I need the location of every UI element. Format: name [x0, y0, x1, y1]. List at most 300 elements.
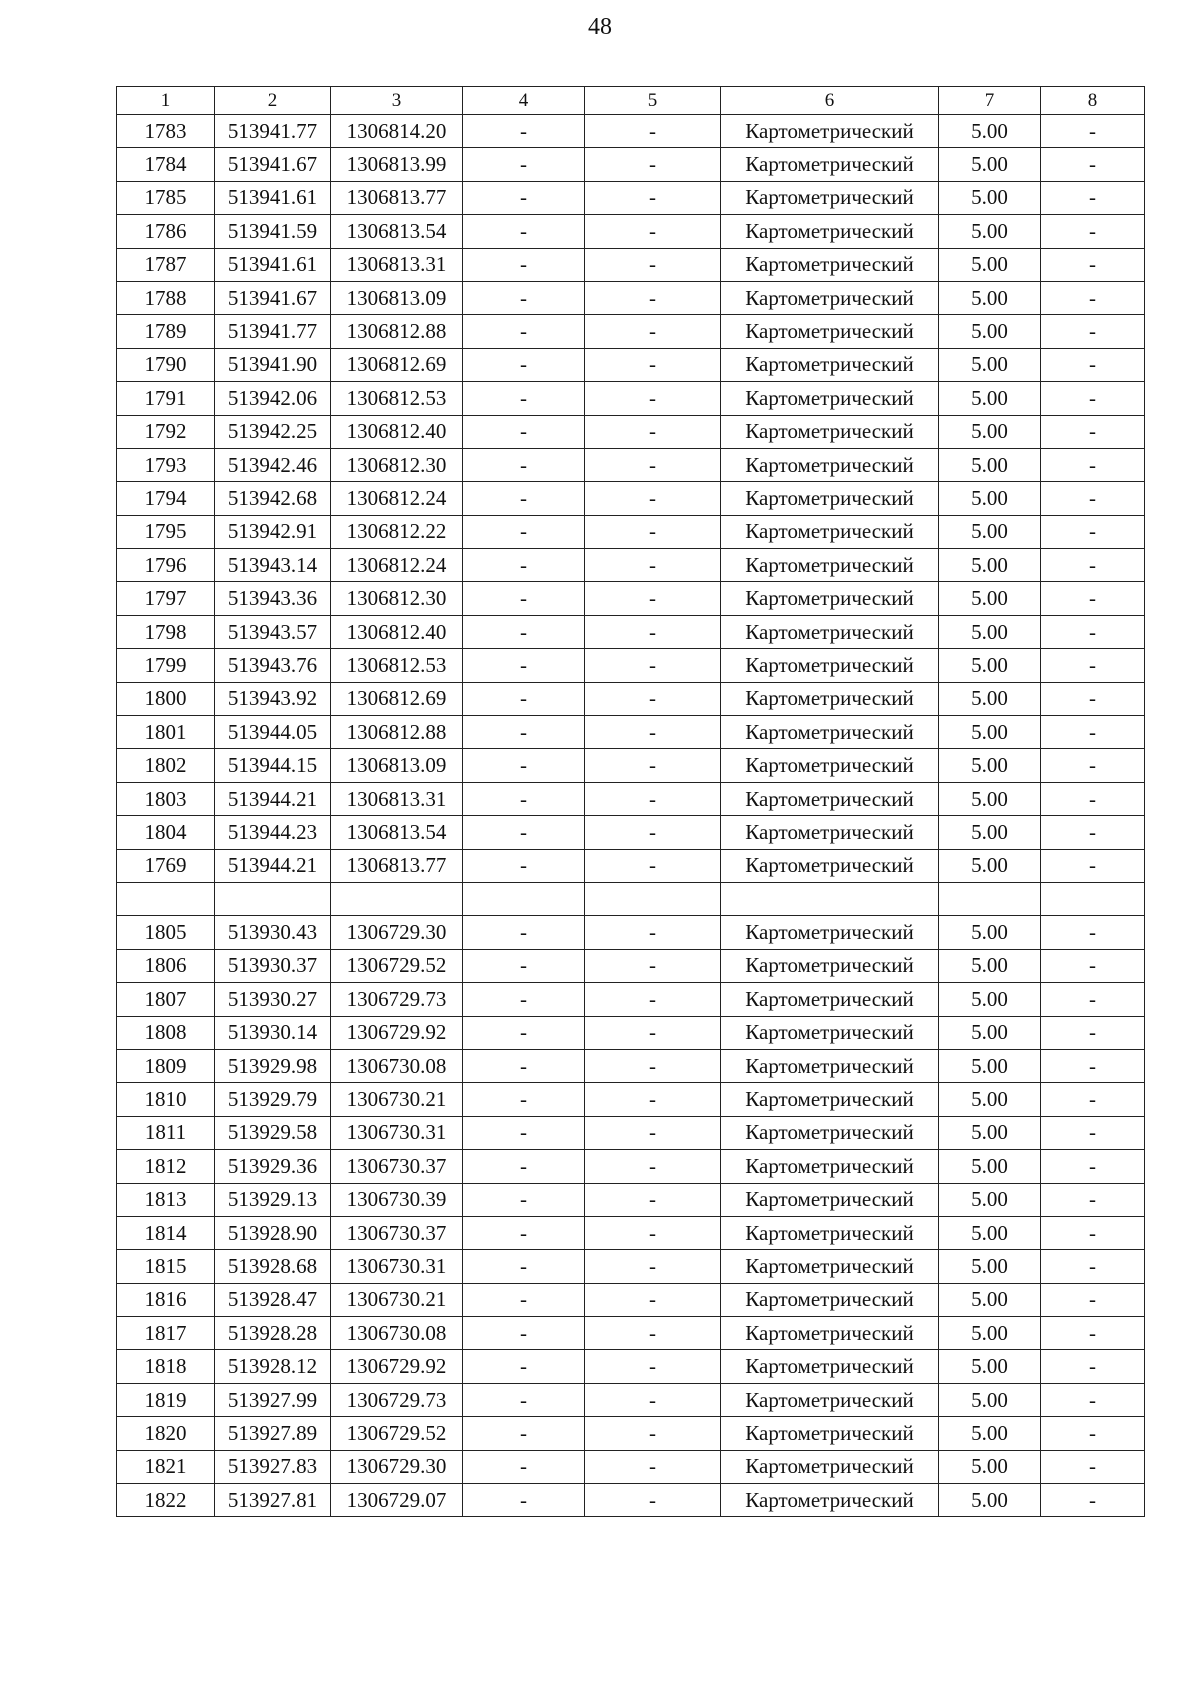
table-cell: 1306812.53 [331, 649, 463, 682]
table-cell: 1306813.77 [331, 181, 463, 214]
table-cell: - [1041, 749, 1145, 782]
table-cell: - [1041, 1150, 1145, 1183]
table-cell: 1789 [117, 315, 215, 348]
table-cell: - [585, 1484, 721, 1517]
table-cell: 1795 [117, 515, 215, 548]
table-cell: 1306813.99 [331, 148, 463, 181]
table-cell: 513941.67 [215, 148, 331, 181]
table-cell: 1306730.39 [331, 1183, 463, 1216]
table-cell: 5.00 [939, 482, 1041, 515]
table-cell: 513929.98 [215, 1049, 331, 1082]
table-cell: 513930.37 [215, 949, 331, 982]
table-cell: - [463, 115, 585, 148]
table-cell: 1786 [117, 215, 215, 248]
table-cell: 5.00 [939, 215, 1041, 248]
table-row [117, 148, 1145, 181]
table-cell: 513943.36 [215, 582, 331, 615]
table-cell: 1306813.31 [331, 248, 463, 281]
table-cell: - [585, 716, 721, 749]
table-cell: 1306730.08 [331, 1317, 463, 1350]
table-cell: - [585, 916, 721, 949]
table-cell: 5.00 [939, 1317, 1041, 1350]
table-cell: - [463, 482, 585, 515]
table-cell: - [1041, 1484, 1145, 1517]
table-cell: 5.00 [939, 649, 1041, 682]
table-cell: 513929.58 [215, 1116, 331, 1149]
table-cell: - [463, 415, 585, 448]
table-row [117, 1383, 1145, 1416]
table-cell: 1797 [117, 582, 215, 615]
table-cell: - [1041, 1016, 1145, 1049]
table-cell [1041, 882, 1145, 915]
table-row [117, 615, 1145, 648]
table-cell: 5.00 [939, 1216, 1041, 1249]
table-cell: - [1041, 1350, 1145, 1383]
table-cell: Картометрический [721, 949, 939, 982]
table-cell: - [585, 1383, 721, 1416]
table-cell: 5.00 [939, 615, 1041, 648]
table-row [117, 1484, 1145, 1517]
table-cell: - [463, 816, 585, 849]
table-row [117, 1016, 1145, 1049]
table-cell: 513942.25 [215, 415, 331, 448]
table-row [117, 983, 1145, 1016]
table-cell: - [463, 215, 585, 248]
table-cell: - [463, 1049, 585, 1082]
table-cell: 5.00 [939, 816, 1041, 849]
table-cell: Картометрический [721, 1116, 939, 1149]
column-header-8: 8 [1041, 87, 1145, 115]
table-cell: - [585, 983, 721, 1016]
table-cell: - [585, 1216, 721, 1249]
table-row [117, 816, 1145, 849]
table-cell: - [585, 1317, 721, 1350]
table-row [117, 281, 1145, 314]
table-cell: 1785 [117, 181, 215, 214]
table-row [117, 849, 1145, 882]
table-cell: 5.00 [939, 115, 1041, 148]
table-cell: 1306729.92 [331, 1350, 463, 1383]
table-cell: 5.00 [939, 1417, 1041, 1450]
table-cell: 1306729.30 [331, 1450, 463, 1483]
table-cell: 1784 [117, 148, 215, 181]
table-cell: Картометрический [721, 1350, 939, 1383]
table-cell: 5.00 [939, 549, 1041, 582]
table-cell: Картометрический [721, 1183, 939, 1216]
table-cell: - [585, 482, 721, 515]
table-cell: Картометрический [721, 415, 939, 448]
table-cell: - [1041, 1049, 1145, 1082]
table-cell: - [463, 1283, 585, 1316]
column-header-7: 7 [939, 87, 1041, 115]
table-cell: - [463, 949, 585, 982]
table-cell: 1813 [117, 1183, 215, 1216]
table-cell: 1306812.40 [331, 615, 463, 648]
table-cell: - [585, 849, 721, 882]
table-cell: Картометрический [721, 1417, 939, 1450]
table-cell: Картометрический [721, 1283, 939, 1316]
table-cell: 5.00 [939, 148, 1041, 181]
table-cell: - [1041, 816, 1145, 849]
table-row [117, 315, 1145, 348]
table-cell: - [1041, 315, 1145, 348]
table-cell: Картометрический [721, 916, 939, 949]
table-cell: - [1041, 415, 1145, 448]
table-cell: 513943.14 [215, 549, 331, 582]
table-cell: 513928.12 [215, 1350, 331, 1383]
table-cell: 5.00 [939, 1350, 1041, 1383]
table-cell: - [585, 1016, 721, 1049]
table-cell: Картометрический [721, 115, 939, 148]
table-cell: 513943.92 [215, 682, 331, 715]
table-cell: - [1041, 1317, 1145, 1350]
table-cell: 513943.57 [215, 615, 331, 648]
table-cell: 513928.47 [215, 1283, 331, 1316]
table-cell: 1306812.88 [331, 716, 463, 749]
table-cell: - [463, 749, 585, 782]
table-cell: Картометрический [721, 983, 939, 1016]
table-row [117, 1183, 1145, 1216]
table-cell: - [1041, 382, 1145, 415]
table-cell: 1306812.69 [331, 682, 463, 715]
table-cell [215, 882, 331, 915]
column-header-1: 1 [117, 87, 215, 115]
table-cell: 1804 [117, 816, 215, 849]
table-cell: - [463, 983, 585, 1016]
table-cell: 1807 [117, 983, 215, 1016]
table-cell: 1306812.53 [331, 382, 463, 415]
table-cell: 1306814.20 [331, 115, 463, 148]
table-body [117, 115, 1145, 1517]
table-cell: Картометрический [721, 1049, 939, 1082]
table-cell: 5.00 [939, 315, 1041, 348]
table-cell: 1306812.88 [331, 315, 463, 348]
page-number: 48 [588, 14, 612, 40]
table-cell: - [463, 348, 585, 381]
table-cell: - [585, 315, 721, 348]
table-cell: 5.00 [939, 749, 1041, 782]
table-cell: - [463, 1484, 585, 1517]
table-cell: 513941.90 [215, 348, 331, 381]
table-cell: - [463, 916, 585, 949]
column-header-2: 2 [215, 87, 331, 115]
table-cell: 5.00 [939, 582, 1041, 615]
table-cell: 5.00 [939, 348, 1041, 381]
table-cell: 1806 [117, 949, 215, 982]
table-cell: 5.00 [939, 949, 1041, 982]
table-cell: - [585, 515, 721, 548]
table-row [117, 1116, 1145, 1149]
table-cell: 513928.68 [215, 1250, 331, 1283]
table-cell: 1306812.40 [331, 415, 463, 448]
table-cell: - [1041, 1216, 1145, 1249]
table-cell: 513941.67 [215, 281, 331, 314]
table-row [117, 482, 1145, 515]
table-cell: 1812 [117, 1150, 215, 1183]
table-cell: - [585, 649, 721, 682]
table-cell: 1306729.73 [331, 1383, 463, 1416]
table-cell: 1306730.31 [331, 1250, 463, 1283]
table-cell: 1802 [117, 749, 215, 782]
table-cell: - [585, 348, 721, 381]
table-cell: 1788 [117, 281, 215, 314]
table-cell: 1306812.24 [331, 549, 463, 582]
table-cell: Картометрический [721, 215, 939, 248]
table-cell: 1306729.52 [331, 1417, 463, 1450]
table-cell: 1818 [117, 1350, 215, 1383]
table-cell: - [1041, 1383, 1145, 1416]
table-cell: 1805 [117, 916, 215, 949]
table-cell: 5.00 [939, 415, 1041, 448]
table-header-row [117, 87, 1145, 115]
table-cell: 5.00 [939, 716, 1041, 749]
table-cell: - [585, 148, 721, 181]
table-row [117, 1317, 1145, 1350]
table-cell: 5.00 [939, 248, 1041, 281]
table-cell: 513941.59 [215, 215, 331, 248]
table-cell: - [1041, 1183, 1145, 1216]
table-cell: 513944.15 [215, 749, 331, 782]
table-cell: 513941.77 [215, 315, 331, 348]
table-cell: 5.00 [939, 181, 1041, 214]
table-cell: - [585, 415, 721, 448]
table-cell: 513944.23 [215, 816, 331, 849]
table-row [117, 649, 1145, 682]
column-header-6: 6 [721, 87, 939, 115]
table-row [117, 582, 1145, 615]
table-cell: - [463, 1216, 585, 1249]
column-header-3: 3 [331, 87, 463, 115]
table-cell: Картометрический [721, 482, 939, 515]
column-header-4: 4 [463, 87, 585, 115]
table-cell: Картометрический [721, 1450, 939, 1483]
table-cell: 1306812.30 [331, 448, 463, 481]
table-cell: Картометрический [721, 682, 939, 715]
table-cell: 1803 [117, 782, 215, 815]
table-cell: - [1041, 281, 1145, 314]
table-cell: - [585, 1450, 721, 1483]
table-cell: 5.00 [939, 682, 1041, 715]
table-row [117, 215, 1145, 248]
table-cell: 513929.36 [215, 1150, 331, 1183]
table-cell: - [1041, 615, 1145, 648]
table-cell: 1796 [117, 549, 215, 582]
table-cell [585, 882, 721, 915]
table-cell [463, 882, 585, 915]
table-cell: 5.00 [939, 382, 1041, 415]
table-cell: 513941.77 [215, 115, 331, 148]
table-row [117, 248, 1145, 281]
table-cell: - [1041, 515, 1145, 548]
table-cell: - [585, 1049, 721, 1082]
table-cell: - [463, 1116, 585, 1149]
table-cell: - [1041, 348, 1145, 381]
table-cell: - [1041, 682, 1145, 715]
table-cell: 1306729.52 [331, 949, 463, 982]
table-cell: 513944.21 [215, 782, 331, 815]
table-cell: - [585, 248, 721, 281]
table-cell: 5.00 [939, 1250, 1041, 1283]
table-cell: 1306812.69 [331, 348, 463, 381]
table-cell: - [1041, 949, 1145, 982]
table-cell: - [463, 1417, 585, 1450]
table-cell: 1816 [117, 1283, 215, 1316]
table-cell: 1306730.08 [331, 1049, 463, 1082]
table-cell: - [1041, 983, 1145, 1016]
table-cell: 513942.68 [215, 482, 331, 515]
table-cell: 1814 [117, 1216, 215, 1249]
table-cell: - [463, 1350, 585, 1383]
table-cell: Картометрический [721, 348, 939, 381]
table-cell: 5.00 [939, 281, 1041, 314]
table-cell: 1306813.09 [331, 749, 463, 782]
table-cell: - [585, 181, 721, 214]
table-cell: - [463, 281, 585, 314]
table-cell: - [585, 782, 721, 815]
table-row [117, 1350, 1145, 1383]
table-cell: Картометрический [721, 1383, 939, 1416]
table-cell: 1783 [117, 115, 215, 148]
table-cell: - [585, 1250, 721, 1283]
table-row [117, 1283, 1145, 1316]
table-cell: 1792 [117, 415, 215, 448]
table-cell: - [585, 582, 721, 615]
table-cell: 5.00 [939, 849, 1041, 882]
table-cell: - [585, 281, 721, 314]
table-cell: 513942.46 [215, 448, 331, 481]
table-cell: - [463, 1450, 585, 1483]
table-row [117, 181, 1145, 214]
column-header-5: 5 [585, 87, 721, 115]
table-cell: Картометрический [721, 1083, 939, 1116]
table-cell: - [585, 1150, 721, 1183]
table-cell: 1793 [117, 448, 215, 481]
table-cell: 5.00 [939, 515, 1041, 548]
table-cell: - [585, 816, 721, 849]
table-row [117, 882, 1145, 915]
table-cell: - [463, 549, 585, 582]
table-cell: - [463, 1383, 585, 1416]
table-cell: 1809 [117, 1049, 215, 1082]
table-cell: 1306812.30 [331, 582, 463, 615]
table-cell: 5.00 [939, 782, 1041, 815]
table-cell: - [585, 615, 721, 648]
table-cell: - [463, 315, 585, 348]
table-cell: 1787 [117, 248, 215, 281]
table-cell: 513927.99 [215, 1383, 331, 1416]
table-cell: 1811 [117, 1116, 215, 1149]
table-cell: - [1041, 549, 1145, 582]
table-cell: Картометрический [721, 1484, 939, 1517]
table-cell: - [585, 115, 721, 148]
table-cell: - [585, 448, 721, 481]
table-cell: 5.00 [939, 1049, 1041, 1082]
table-cell: Картометрический [721, 281, 939, 314]
table-cell: 1306730.37 [331, 1150, 463, 1183]
table-cell: Картометрический [721, 1250, 939, 1283]
table-row [117, 115, 1145, 148]
table-cell: Картометрический [721, 549, 939, 582]
table-cell: - [463, 1250, 585, 1283]
table-cell: 1808 [117, 1016, 215, 1049]
table-cell [117, 882, 215, 915]
table-cell: - [585, 1350, 721, 1383]
table-cell: 1306730.21 [331, 1083, 463, 1116]
table-cell: - [585, 1283, 721, 1316]
table-cell: - [585, 749, 721, 782]
table-cell: - [463, 582, 585, 615]
table-cell: - [1041, 1450, 1145, 1483]
table-cell: - [1041, 649, 1145, 682]
table-cell: 513944.21 [215, 849, 331, 882]
table-row [117, 1150, 1145, 1183]
table-cell: - [585, 1116, 721, 1149]
table-cell: - [1041, 849, 1145, 882]
table-cell: 1801 [117, 716, 215, 749]
table-cell: 513930.27 [215, 983, 331, 1016]
table-cell: 513941.61 [215, 248, 331, 281]
table-cell: 513929.13 [215, 1183, 331, 1216]
coordinates-table [116, 86, 1145, 1517]
table-cell [331, 882, 463, 915]
table-cell: 513928.90 [215, 1216, 331, 1249]
table-cell: 513930.43 [215, 916, 331, 949]
table-cell: - [463, 1083, 585, 1116]
table-cell: - [1041, 916, 1145, 949]
table-cell: 1306812.22 [331, 515, 463, 548]
table-cell: - [585, 382, 721, 415]
table-cell: 513941.61 [215, 181, 331, 214]
table-cell: - [463, 382, 585, 415]
table-cell: Картометрический [721, 1317, 939, 1350]
table-cell: 1815 [117, 1250, 215, 1283]
table-cell: - [463, 615, 585, 648]
table-cell: 513927.83 [215, 1450, 331, 1483]
table-cell: 1800 [117, 682, 215, 715]
table-cell: 1821 [117, 1450, 215, 1483]
table-row [117, 716, 1145, 749]
table-cell: - [1041, 448, 1145, 481]
table-cell [939, 882, 1041, 915]
table-row [117, 415, 1145, 448]
table-cell: Картометрический [721, 615, 939, 648]
table-cell: Картометрический [721, 749, 939, 782]
table-cell: 1819 [117, 1383, 215, 1416]
table-cell: Картометрический [721, 849, 939, 882]
table-cell: - [463, 1183, 585, 1216]
table-cell: - [463, 148, 585, 181]
table-cell: - [1041, 1083, 1145, 1116]
table-cell: Картометрический [721, 181, 939, 214]
table-row [117, 1450, 1145, 1483]
table-cell: Картометрический [721, 1016, 939, 1049]
table-cell: Картометрический [721, 649, 939, 682]
table-cell: Картометрический [721, 1150, 939, 1183]
table-cell: 1306813.09 [331, 281, 463, 314]
table-cell: 1820 [117, 1417, 215, 1450]
table-cell: - [585, 1417, 721, 1450]
table-cell: Картометрический [721, 782, 939, 815]
table-cell: - [1041, 582, 1145, 615]
table-cell: - [1041, 115, 1145, 148]
table-cell: 1817 [117, 1317, 215, 1350]
table-cell: 1306729.30 [331, 916, 463, 949]
table-cell: 513928.28 [215, 1317, 331, 1350]
table-cell: 1798 [117, 615, 215, 648]
table-row [117, 916, 1145, 949]
table-cell: - [1041, 716, 1145, 749]
table-cell: 513930.14 [215, 1016, 331, 1049]
